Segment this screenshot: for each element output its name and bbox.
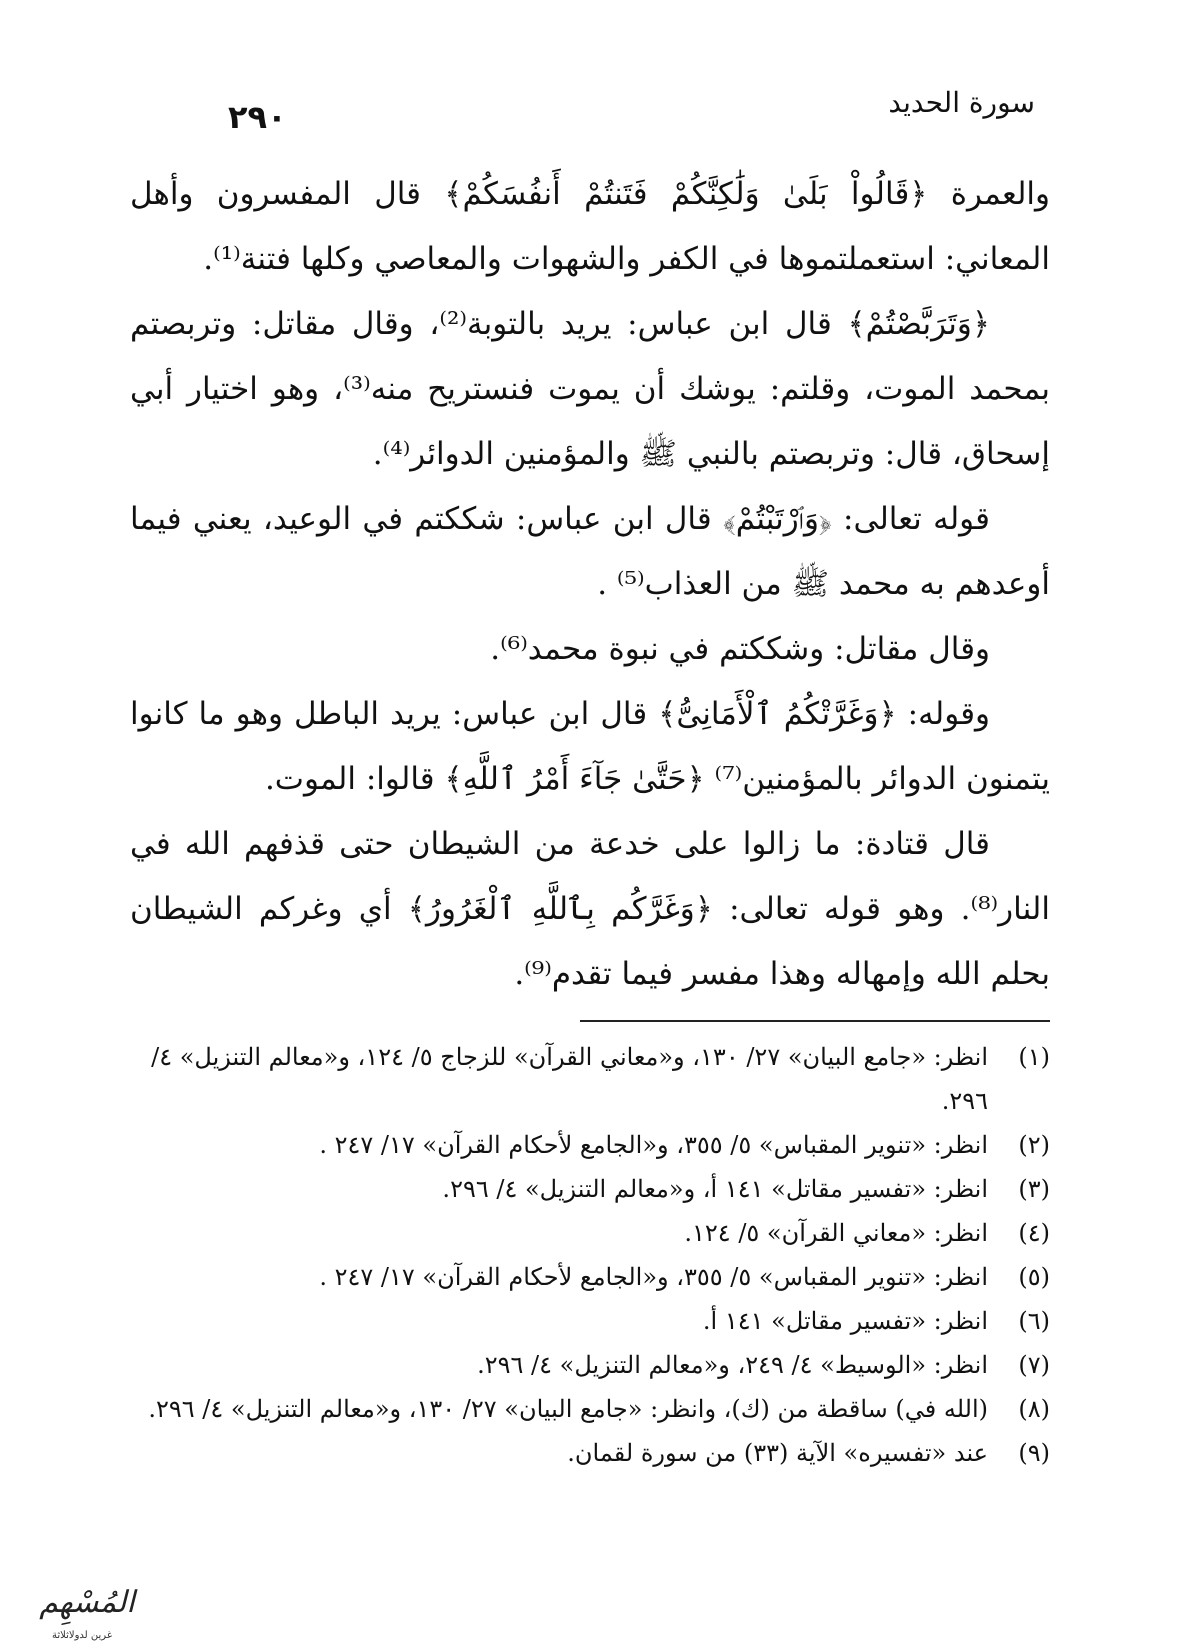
footnote-number: (٥) — [1018, 1263, 1050, 1291]
publisher-logo-subtext: غرين لدولاثلاثة — [52, 1630, 113, 1641]
paragraph: وقوله: ﴿وَغَرَّتْكُمُ ٱلْأَمَانِىُّ﴾ قال ابن عباس: يريد الباطل وهو ما كانوا يتمنون الدوائر بالمؤمنين⁽⁷⁾ ﴿حَتَّىٰ جَآءَ أَمْرُ ٱللَّهِ﴾ قالوا: الموت. — [130, 696, 1050, 797]
footnote — [120, 1035, 1050, 1123]
footnote — [120, 1167, 1050, 1211]
footnote-text: انظر: «الوسيط» ٤/ ٢٤٩، و«معالم التنزيل» ٤/ ٢٩٦. — [477, 1351, 988, 1379]
paragraph: ﴿وَتَرَبَّصْتُمْ﴾ قال ابن عباس: يريد بالتوبة⁽²⁾، وقال مقاتل: وتربصتم بمحمد الموت، وقلتم: يوشك أن يموت فنستريح منه⁽³⁾، وهو اختيار أبي إسحاق، قال: وتربصتم بالنبي ﷺ والمؤمنين الدوائر⁽⁴⁾. — [130, 306, 1050, 472]
footnote — [120, 1255, 1050, 1299]
paragraph: قوله تعالى: ﴿وَٱرْتَبْتُمْ﴾ قال ابن عباس: شككتم في الوعيد، يعني فيما أوعدهم به محمد ﷺ من العذاب⁽⁵⁾ . — [130, 501, 1050, 602]
paragraph: والعمرة ﴿قَالُواْ بَلَىٰ وَلَٰكِنَّكُمْ فَتَنتُمْ أَنفُسَكُمْ﴾ قال المفسرون وأهل المعاني: استعملتموها في الكفر والشهوات والمعاصي وكلها فتنة⁽¹⁾. — [130, 176, 1050, 277]
footnote — [120, 1387, 1050, 1431]
page-header — [228, 86, 1035, 136]
running-title: سورة الحديد — [888, 86, 1035, 119]
footnote-text: عند «تفسيره» الآية (٣٣) من سورة لقمان. — [567, 1439, 988, 1467]
footnote-number: (١) — [1018, 1043, 1050, 1071]
footnote — [120, 1431, 1050, 1475]
footnote-number: (٤) — [1018, 1219, 1050, 1247]
main-text — [130, 162, 1050, 1007]
paragraph: وقال مقاتل: وشككتم في نبوة محمد⁽⁶⁾. — [490, 631, 990, 667]
paragraph: قال قتادة: ما زالوا على خدعة من الشيطان حتى قذفهم الله في النار⁽⁸⁾. وهو قوله تعالى: ﴿وَغَرَّكُم بِٱللَّهِ ٱلْغَرُورُ﴾ أي وغركم الشيطان بحلم الله وإمهاله وهذا مفسر فيما تقدم⁽⁹⁾. — [130, 826, 1050, 992]
footnote-text: انظر: «تفسير مقاتل» ١٤١ أ. — [702, 1307, 988, 1335]
footnote-text: (الله في) ساقطة من (ك)، وانظر: «جامع البيان» ٢٧/ ١٣٠، و«معالم التنزيل» ٤/ ٢٩٦. — [148, 1395, 988, 1423]
footnote-number: (٦) — [1018, 1307, 1050, 1335]
footnote-number: (٩) — [1018, 1439, 1050, 1467]
footnote — [120, 1123, 1050, 1167]
footnote-number: (٨) — [1018, 1395, 1050, 1423]
footnotes — [120, 1035, 1050, 1475]
footnote-divider — [580, 1020, 1050, 1022]
footnote-number: (٣) — [1018, 1175, 1050, 1203]
footnote-number: (٧) — [1018, 1351, 1050, 1379]
footnote-text: انظر: «معاني القرآن» ٥/ ١٢٤. — [684, 1219, 988, 1247]
footnote — [120, 1211, 1050, 1255]
footnote — [120, 1343, 1050, 1387]
footnote-text: انظر: «تفسير مقاتل» ١٤١ أ، و«معالم التنزيل» ٤/ ٢٩٦. — [442, 1175, 988, 1203]
footnote-number: (٢) — [1018, 1131, 1050, 1159]
footnote-text: انظر: «تنوير المقباس» ٥/ ٣٥٥، و«الجامع لأحكام القرآن» ١٧/ ٢٤٧ . — [319, 1131, 988, 1159]
footnote — [120, 1299, 1050, 1343]
page-number: ٢٩٠ — [228, 98, 287, 136]
publisher-logo: المُسْهِم — [39, 1585, 135, 1620]
footnote-text: انظر: «جامع البيان» ٢٧/ ١٣٠، و«معاني القرآن» للزجاج ٥/ ١٢٤، و«معالم التنزيل» ٤/ ٢٩٦. — [151, 1043, 988, 1115]
footnote-text: انظر: «تنوير المقباس» ٥/ ٣٥٥، و«الجامع لأحكام القرآن» ١٧/ ٢٤٧ . — [319, 1263, 988, 1291]
